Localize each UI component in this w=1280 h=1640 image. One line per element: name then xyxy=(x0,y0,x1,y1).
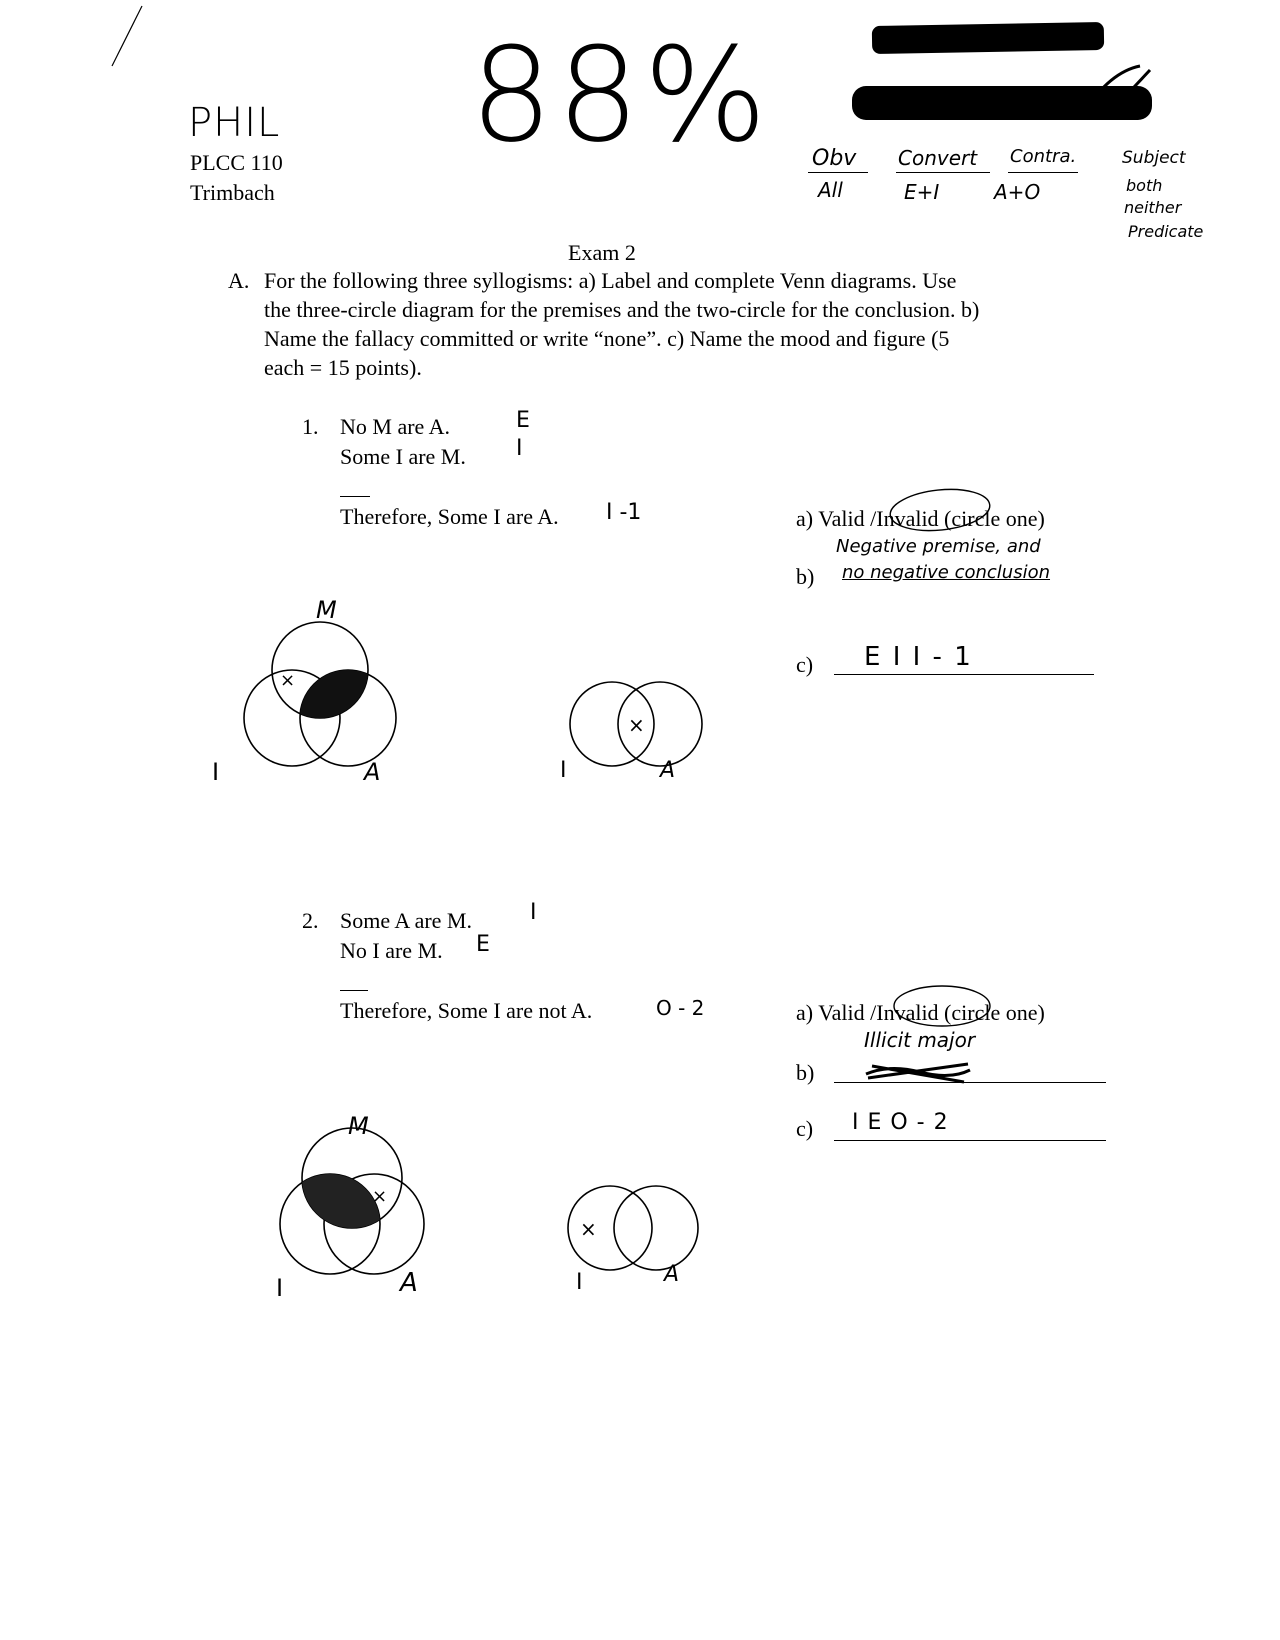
validity-choice: a) Valid /Invalid (circle one) xyxy=(796,506,1045,531)
question-number: 2. xyxy=(302,908,319,933)
premise-2-mood: I xyxy=(516,436,523,461)
conclusion-mood: I -1 xyxy=(606,500,642,525)
premise-1-mood: I xyxy=(530,900,537,925)
venn-label-i: I xyxy=(560,758,567,783)
b-label: b) xyxy=(796,564,815,589)
venn-label-m: M xyxy=(348,1112,369,1140)
c-label: c) xyxy=(796,1116,814,1141)
premise-2: Some I are M. xyxy=(340,444,466,469)
note-both: both xyxy=(1126,176,1163,195)
x-mark: × xyxy=(372,1186,388,1207)
x-mark: × xyxy=(280,670,296,691)
mood-figure-answer: E I I - 1 xyxy=(864,642,973,672)
validity-choice: a) Valid /Invalid (circle one) xyxy=(796,1000,1045,1025)
instructor-name: Trimbach xyxy=(190,180,275,205)
instructions-line: For the following three syllogisms: a) Label and complete Venn diagrams. Use xyxy=(264,268,957,293)
premise-1: Some A are M. xyxy=(340,908,472,933)
note-obv: Obv xyxy=(812,146,857,171)
premise-2: No I are M. xyxy=(340,938,443,963)
premise-1-mood: E xyxy=(516,408,530,433)
instructions-line: the three-circle diagram for the premises and the two-circle for the conclusion. b) xyxy=(264,297,980,322)
crossed-out-answer xyxy=(860,1058,980,1088)
fallacy-note: Negative premise, and xyxy=(836,536,1041,557)
venn-three-circle xyxy=(220,600,460,800)
venn-three-circle xyxy=(260,1120,500,1320)
premise-1: No M are A. xyxy=(340,414,450,439)
question-number: 1. xyxy=(302,414,319,439)
b-label: b) xyxy=(796,1060,815,1085)
note-e-i: E+I xyxy=(904,180,940,204)
x-mark: × xyxy=(628,713,645,737)
venn-label-m: M xyxy=(316,596,337,624)
x-mark: × xyxy=(580,1217,597,1241)
note-convert: Convert xyxy=(898,146,978,170)
instructions-line: Name the fallacy committed or write “none”. c) Name the mood and figure (5 xyxy=(264,326,950,351)
c-label: c) xyxy=(796,652,814,677)
instructions-marker: A. xyxy=(228,268,250,293)
fallacy-answer: no negative conclusion xyxy=(842,562,1051,583)
corner-pen-mark xyxy=(100,0,160,80)
note-all: All xyxy=(818,178,843,202)
venn-circle-a xyxy=(614,1186,698,1270)
conclusion-mood: O - 2 xyxy=(656,996,705,1020)
venn-label-i: I xyxy=(212,758,220,786)
venn-label-a: A xyxy=(364,758,381,786)
venn-label-a: A xyxy=(664,1262,680,1287)
fallacy-note: Illicit major xyxy=(864,1028,976,1052)
venn-label-i: I xyxy=(576,1270,583,1295)
exam-title: Exam 2 xyxy=(568,240,636,265)
venn-label-a: A xyxy=(400,1268,418,1298)
mood-figure-answer: I E O - 2 xyxy=(852,1110,949,1135)
note-predicate: Predicate xyxy=(1128,222,1204,241)
course-code: PLCC 110 xyxy=(190,150,283,175)
note-a-o: A+O xyxy=(994,180,1041,204)
venn-label-a: A xyxy=(660,758,676,783)
note-contra: Contra. xyxy=(1010,146,1077,167)
premise-2-mood: E xyxy=(476,932,490,957)
instructions-line: each = 15 points). xyxy=(264,355,422,380)
conclusion: Therefore, Some I are not A. xyxy=(340,998,593,1023)
note-subject: Subject xyxy=(1122,148,1186,168)
score-handwritten: 88% xyxy=(470,19,771,171)
venn-label-i: I xyxy=(276,1274,284,1302)
redaction-scribble xyxy=(1080,62,1160,122)
redaction-top xyxy=(872,22,1104,54)
note-neither: neither xyxy=(1124,198,1182,217)
dept-handwritten: PHIL xyxy=(188,100,281,146)
venn-two-circle xyxy=(560,676,720,786)
conclusion: Therefore, Some I are A. xyxy=(340,504,559,529)
